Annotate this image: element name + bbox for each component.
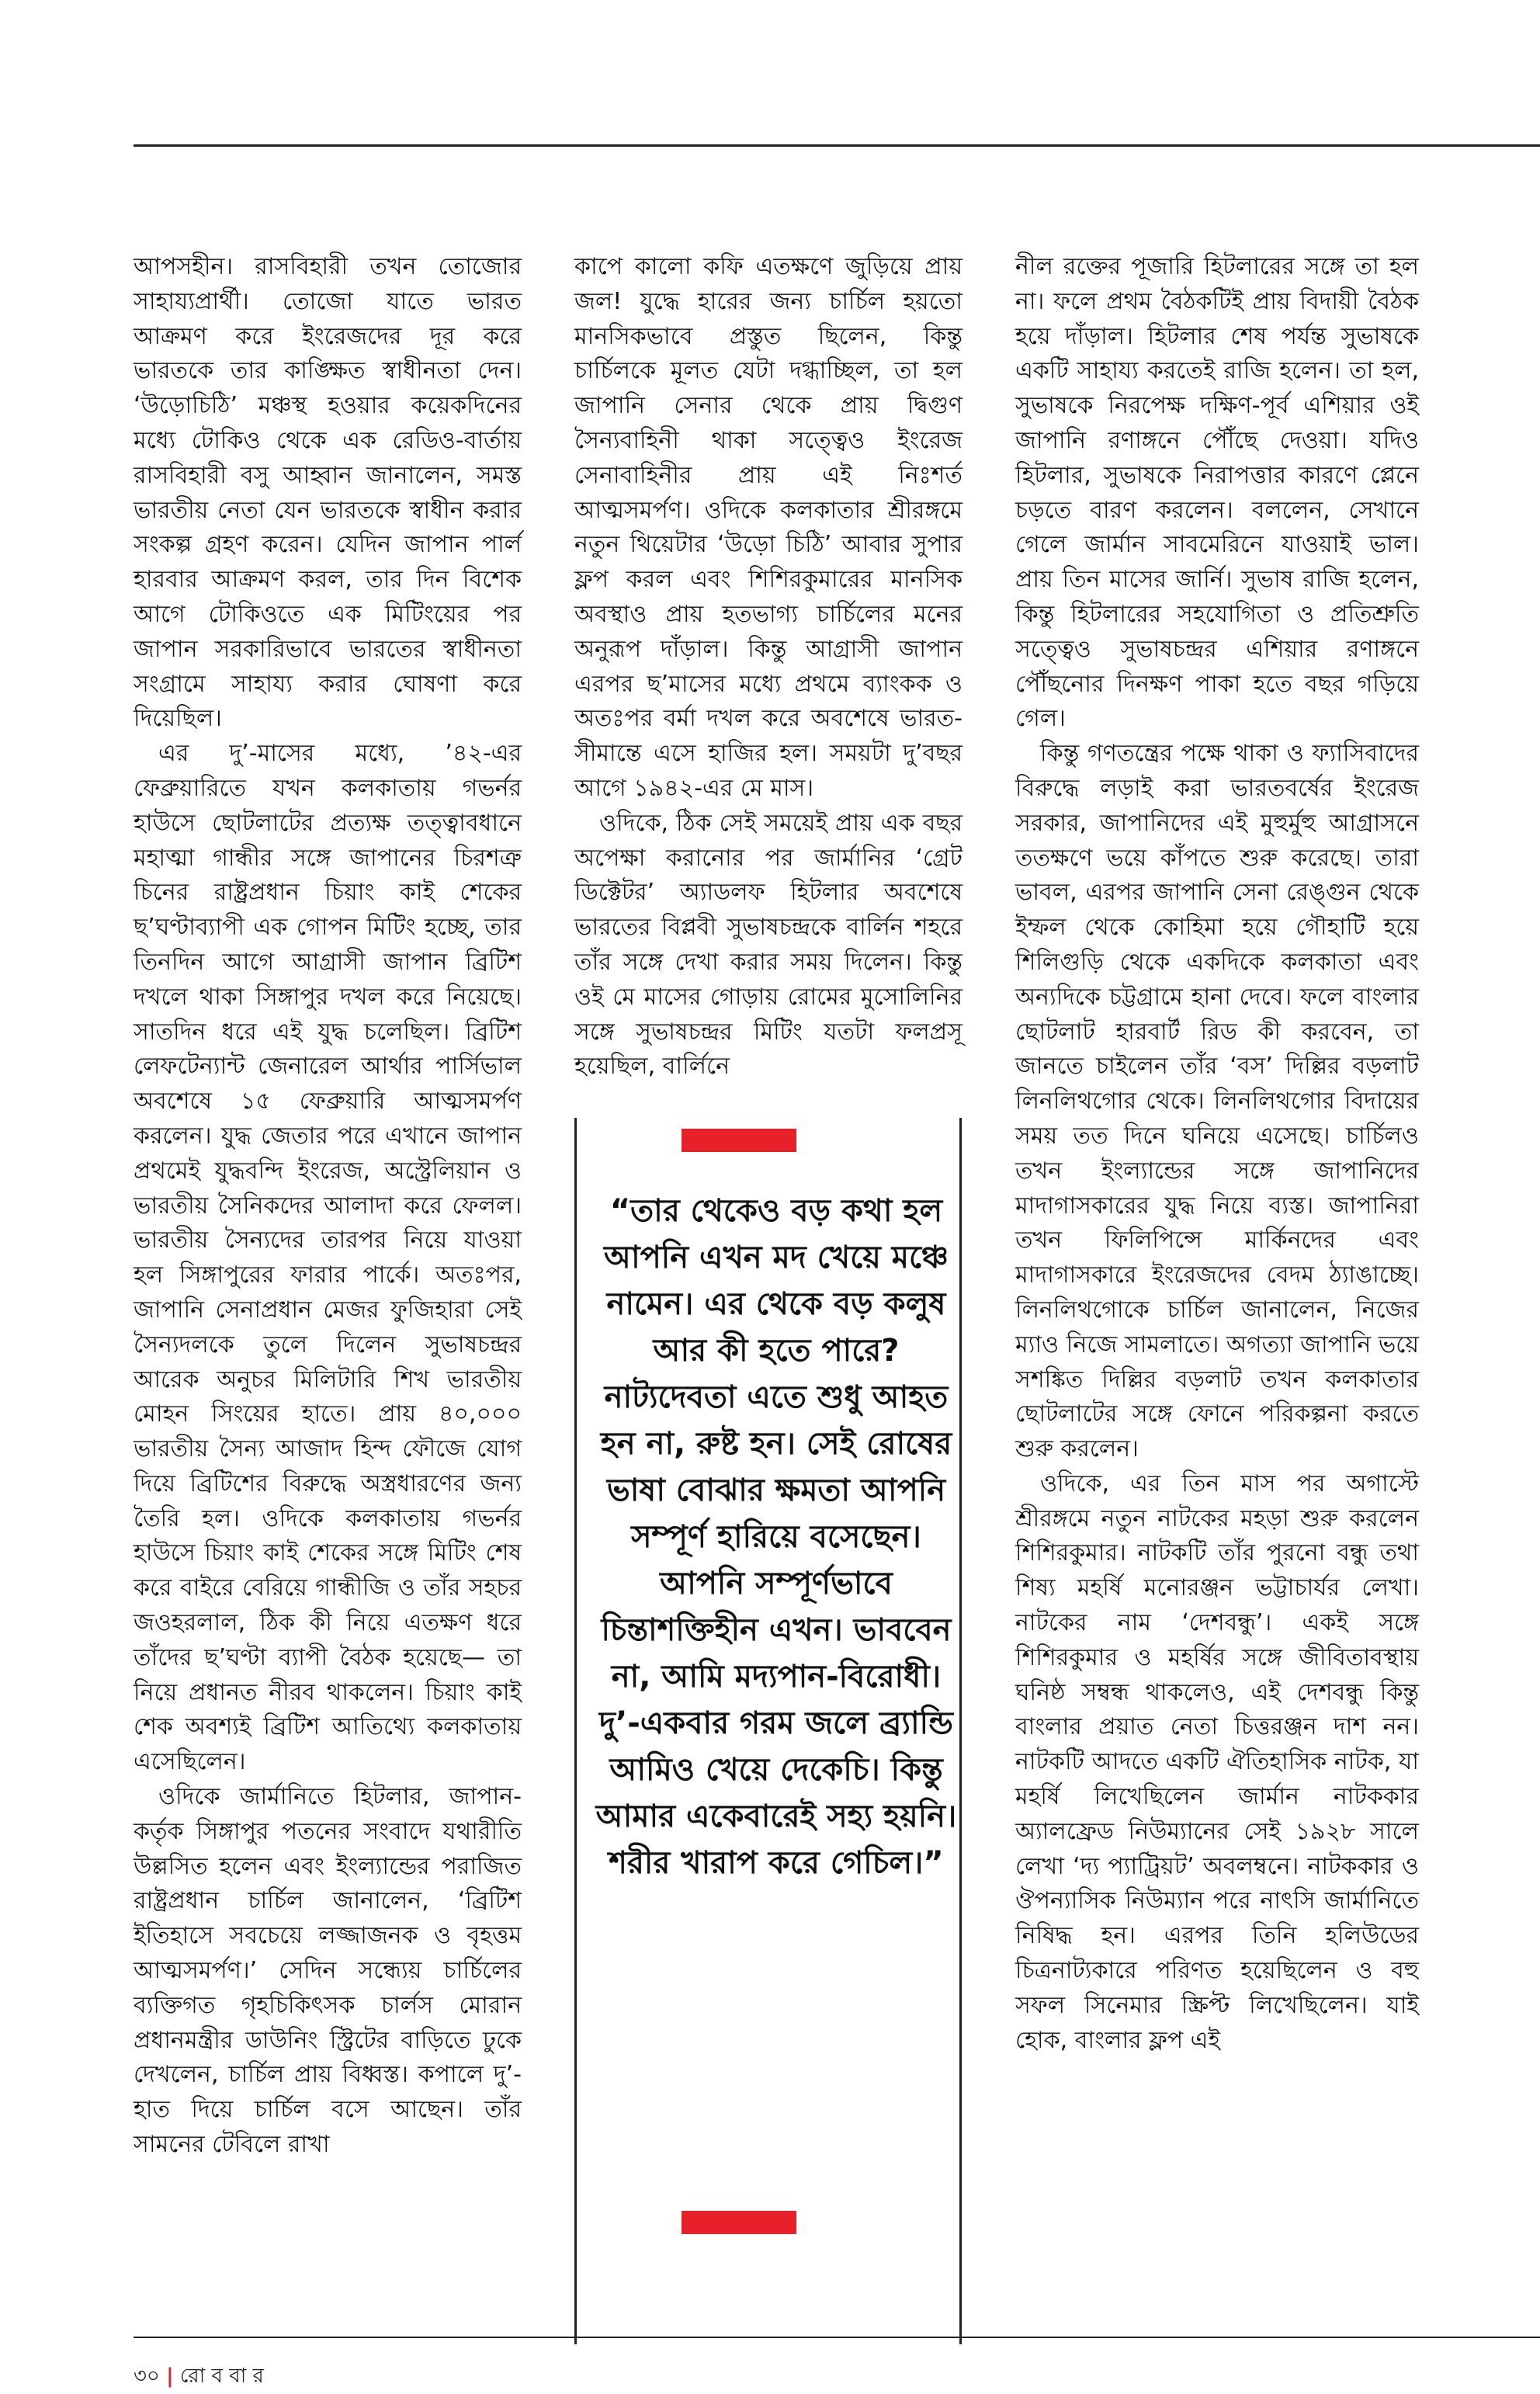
page-number: ৩০ <box>134 2365 160 2388</box>
bottom-rule <box>134 2337 1540 2338</box>
pullquote-bottom-bar <box>682 2211 796 2234</box>
pullquote-top-bar <box>682 1129 796 1152</box>
pull-quote: “তার থেকেও বড় কথা হল আপনি এখন মদ খেয়ে মঞ্চে নামেন। এর থেকে বড় কলুষ আর কী হতে পারে? নাট্যদেবতা এতে শুধু আহত হন না, রুষ্ট হন। সেই রোষের ভাষা বোঝার ক্ষমতা আপনি সম্পূর্ণ হারিয়ে বসেছেন। আপনি সম্পূর্ণভাবে চিন্তাশক্তিহীন এখন। ভাববেন না, আমি মদ্যপান-বিরোধী। দু’-একবার গরম জলে ব্র্যান্ডি আমিও খেয়ে দেকেচি। কিন্তু আমার একেবারেই সহ্য হয়নি। শরীর খারাপ করে গেচিল।” <box>595 1193 957 1881</box>
paragraph: এর দু’-মাসের মধ্যে, ’৪২-এর ফেব্রুয়ারিতে যখন কলকাতায় গভর্নর হাউসে ছোটলাটের প্রত্যক্ষ তত্ত্বাবধানে মহাত্মা গান্ধীর সঙ্গে জাপানের চিরশত্রু চিনের রাষ্ট্রপ্রধান চিয়াং কাই শেকের ছ’ঘণ্টাব্যাপী এক গোপন মিটিং হচ্ছে, তার তিনদিন আগে আগ্রাসী জাপান ব্রিটিশ দখলে থাকা সিঙ্গাপুর দখল করে নিয়েছে। সাতদিন ধরে এই যুদ্ধ চলেছিল। ব্রিটিশ লেফটেন্যান্ট জেনারেল আর্থার পার্সিভাল অবশেষে ১৫ ফেব্রুয়ারি আত্মসমর্পণ করলেন। যুদ্ধ জেতার পরে এখানে জাপান প্রথমেই যুদ্ধবন্দি ইংরেজ, অস্ট্রেলিয়ান ও ভারতীয় সৈনিকদের আলাদা করে ফেলল। ভারতীয় সৈন্যদের তারপর নিয়ে যাওয়া হল সিঙ্গাপুরের ফারার পার্কে। অতঃপর, জাপানি সেনাপ্রধান মেজর ফুজিহারা সেই সৈন্যদলকে তুলে দিলেন সুভাষচন্দ্রর আরেক অনুচর মিলিটারি শিখ ভারতীয় মোহন সিংয়ের হাতে। প্রায় ৪০,০০০ ভারতীয় সৈন্য আজাদ হিন্দ ফৌজে যোগ দিয়ে ব্রিটিশের বিরুদ্ধে অস্ত্রধারণের জন্য তৈরি হল। ওদিকে কলকাতায় গভর্নর হাউসে চিয়াং কাই শেকের সঙ্গে মিটিং শেষ করে বাইরে বেরিয়ে গান্ধীজি ও তাঁর সহচর জওহরলাল, ঠিক কী নিয়ে এতক্ষণ ধরে তাঁদের ছ’ঘণ্টা ব্যাপী বৈঠক হয়েছে— তা নিয়ে প্রধানত নীরব থাকলেন। চিয়াং কাই শেক অবশ্যই ব্রিটিশ আতিথ্যে কলকাতায় এসেছিলেন। <box>134 740 522 1776</box>
paragraph: আপসহীন। রাসবিহারী তখন তোজোর সাহায্যপ্রার্থী। তোজো যাতে ভারত আক্রমণ করে ইংরেজদের দূর করে ভারতকে তার কাঙ্ক্ষিত স্বাধীনতা দেন। ‘উড়োচিঠি’ মঞ্চস্থ হওয়ার কয়েকদিনের মধ্যে টোকিও থেকে এক রেডিও-বার্তায় রাসবিহারী বসু আহ্বান জানালেন, সমস্ত ভারতীয় নেতা যেন ভারতকে স্বাধীন করার সংকল্প গ্রহণ করেন। যেদিন জাপান পার্ল হারবার আক্রমণ করল, তার দিন বিশেক আগে টোকিওতে এক মিটিংয়ের পর জাপান সরকারিভাবে ভারতের স্বাধীনতা সংগ্রামে সাহায্য করার ঘোষণা করে দিয়েছিল। <box>134 253 522 733</box>
article-column-1 <box>134 250 522 2163</box>
paragraph: ওদিকে, এর তিন মাস পর অগাস্টে শ্রীরঙ্গমে নতুন নাটকের মহড়া শুরু করলেন শিশিরকুমার। নাটকটি তাঁর পুরনো বন্ধু তথা শিষ্য মহর্ষি মনোরঞ্জন ভট্টাচার্যর লেখা। নাটকের নাম ‘দেশবন্ধু’। একই সঙ্গে শিশিরকুমার ও মহর্ষির সঙ্গে জীবিতাবস্থায় ঘনিষ্ঠ সম্বন্ধ থাকলেও, এই দেশবন্ধু কিন্তু বাংলার প্রয়াত নেতা চিত্তরঞ্জন দাশ নন। নাটকটি আদতে একটি ঐতিহাসিক নাটক, যা মহর্ষি লিখেছিলেন জার্মান নাটককার অ্যালফ্রেড নিউম্যানের সেই ১৯২৮ সালে লেখা ‘দ্য প্যাট্রিয়ট’ অবলম্বনে। নাটককার ও ঔপন্যাসিক নিউম্যান পরে নাৎসি জার্মানিতে নিষিদ্ধ হন। এরপর তিনি হলিউডের চিত্রনাট্যকারে পরিণত হয়েছিলেন ও বহু সফল সিনেমার স্ক্রিপ্ট লিখেছিলেন। যাই হোক, বাংলার ফ্লপ এই <box>1015 1469 1419 2054</box>
page-footer <box>134 2360 264 2394</box>
paragraph: নীল রক্তের পূজারি হিটলারের সঙ্গে তা হল না। ফলে প্রথম বৈঠকটিই প্রায় বিদায়ী বৈঠক হয়ে দাঁড়াল। হিটলার শেষ পর্যন্ত সুভাষকে একটি সাহায্য করতেই রাজি হলেন। তা হল, সুভাষকে নিরপেক্ষ দক্ষিণ-পূর্ব এশিয়ার ওই জাপানি রণাঙ্গনে পৌঁছে দেওয়া। যদিও হিটলার, সুভাষকে নিরাপত্তার কারণে প্লেনে চড়তে বারণ করলেন। বললেন, সেখানে গেলে জার্মান সাবমেরিনে যাওয়াই ভাল। প্রায় তিন মাসের জার্নি। সুভাষ রাজি হলেন, কিন্তু হিটলারের সহযোগিতা ও প্রতিশ্রুতি সত্ত্বেও সুভাষচন্দ্রর এশিয়ার রণাঙ্গনে পৌঁছনোর দিনক্ষণ পাকা হতে বছর গড়িয়ে গেল। <box>1015 253 1419 733</box>
paragraph: কাপে কালো কফি এতক্ষণে জুড়িয়ে প্রায় জল! যুদ্ধে হারের জন্য চার্চিল হয়তো মানসিকভাবে প্রস্তুত ছিলেন, কিন্তু চার্চিলকে মূলত যেটা দগ্ধাচ্ছিল, তা হল জাপানি সেনার থেকে প্রায় দ্বিগুণ সৈন্যবাহিনী থাকা সত্ত্বেও ইংরেজ সেনাবাহিনীর প্রায় এই নিঃশর্ত আত্মসমর্পণ। ওদিকে কলকাতার শ্রীরঙ্গমে নতুন থিয়েটার ‘উড়ো চিঠি’ আবার সুপার ফ্লপ করল এবং শিশিরকুমারের মানসিক অবস্থাও প্রায় হতভাগ্য চার্চিলের মনের অনুরূপ দাঁড়াল। কিন্তু আগ্রাসী জাপান এরপর ছ’মাসের মধ্যে প্রথমে ব্যাংকক ও অতঃপর বর্মা দখল করে অবশেষে ভারত-সীমান্তে এসে হাজির হল। সময়টা দু’বছর আগে ১৯৪২-এর মে মাস। <box>574 253 962 802</box>
article-column-2 <box>574 250 962 1084</box>
footer-separator: | <box>166 2365 174 2388</box>
magazine-name: রো ব বা র <box>179 2365 264 2388</box>
paragraph: ওদিকে, ঠিক সেই সময়েই প্রায় এক বছর অপেক্ষা করানোর পর জার্মানির ‘গ্রেট ডিক্টেটর’ অ্যাডলফ হিটলার অবশেষে ভারতের বিপ্লবী সুভাষচন্দ্রকে বার্লিন শহরে তাঁর সঙ্গে দেখা করার সময় দিলেন। কিন্তু ওই মে মাসের গোড়ায় রোমের মুসোলিনির সঙ্গে সুভাষচন্দ্রর মিটিং যতটা ফলপ্রসূ হয়েছিল, বার্লিনে <box>574 809 962 1081</box>
paragraph: কিন্তু গণতন্ত্রের পক্ষে থাকা ও ফ্যাসিবাদের বিরুদ্ধে লড়াই করা ভারতবর্ষের ইংরেজ সরকার, জাপানিদের এই মুহুর্মুহু আগ্রাসনে ততক্ষণে ভয়ে কাঁপতে শুরু করেছে। তারা ভাবল, এরপর জাপানি সেনা রেঙ্গুন থেকে ইম্ফল থেকে কোহিমা হয়ে গৌহাটি হয়ে শিলিগুড়ি থেকে একদিকে কলকাতা এবং অন্যদিকে চট্টগ্রামে হানা দেবে। ফলে বাংলার ছোটলাট হারবার্ট রিড কী করবেন, তা জানতে চাইলেন তাঁর ‘বস’ দিল্লির বড়লাট লিনলিথগোর থেকে। লিনলিথগোর বিদায়ের সময় তত দিনে ঘনিয়ে এসেছে। চার্চিলও তখন ইংল্যান্ডের সঙ্গে জাপানিদের মাদাগাসকারের যুদ্ধ নিয়ে ব্যস্ত। জাপানিরা তখন ফিলিপিন্সে মার্কিনদের এবং মাদাগাসকারে ইংরেজদের বেদম ঠ্যাঙাচ্ছে। লিনলিথগোকে চার্চিল জানালেন, নিজের ম্যাও নিজে সামলাতে। অগত্যা জাপানি ভয়ে সশঙ্কিত দিল্লির বড়লাট তখন কলকাতার ছোটলাটের সঙ্গে ফোনে পরিকল্পনা করতে শুরু করলেন। <box>1015 740 1419 1463</box>
paragraph: ওদিকে জার্মানিতে হিটলার, জাপান-কর্তৃক সিঙ্গাপুর পতনের সংবাদে যথারীতি উল্লসিত হলেন এবং ইংল্যান্ডের পরাজিত রাষ্ট্রপ্রধান চার্চিল জানালেন, ‘ব্রিটিশ ইতিহাসে সবচেয়ে লজ্জাজনক ও বৃহত্তম আত্মসমর্পণ।’ সেদিন সন্ধ্যেয় চার্চিলের ব্যক্তিগত গৃহচিকিৎসক চার্লস মোরান প্রধানমন্ত্রীর ডাউনিং স্ট্রিটের বাড়িতে ঢুকে দেখলেন, চার্চিল প্রায় বিধ্বস্ত। কপালে দু’-হাত দিয়ে চার্চিল বসে আছেন। তাঁর সামনের টেবিলে রাখা <box>134 1783 522 2159</box>
pullquote-left-border <box>574 1118 577 2344</box>
article-column-3 <box>1015 250 1419 2058</box>
top-rule <box>134 144 1540 147</box>
